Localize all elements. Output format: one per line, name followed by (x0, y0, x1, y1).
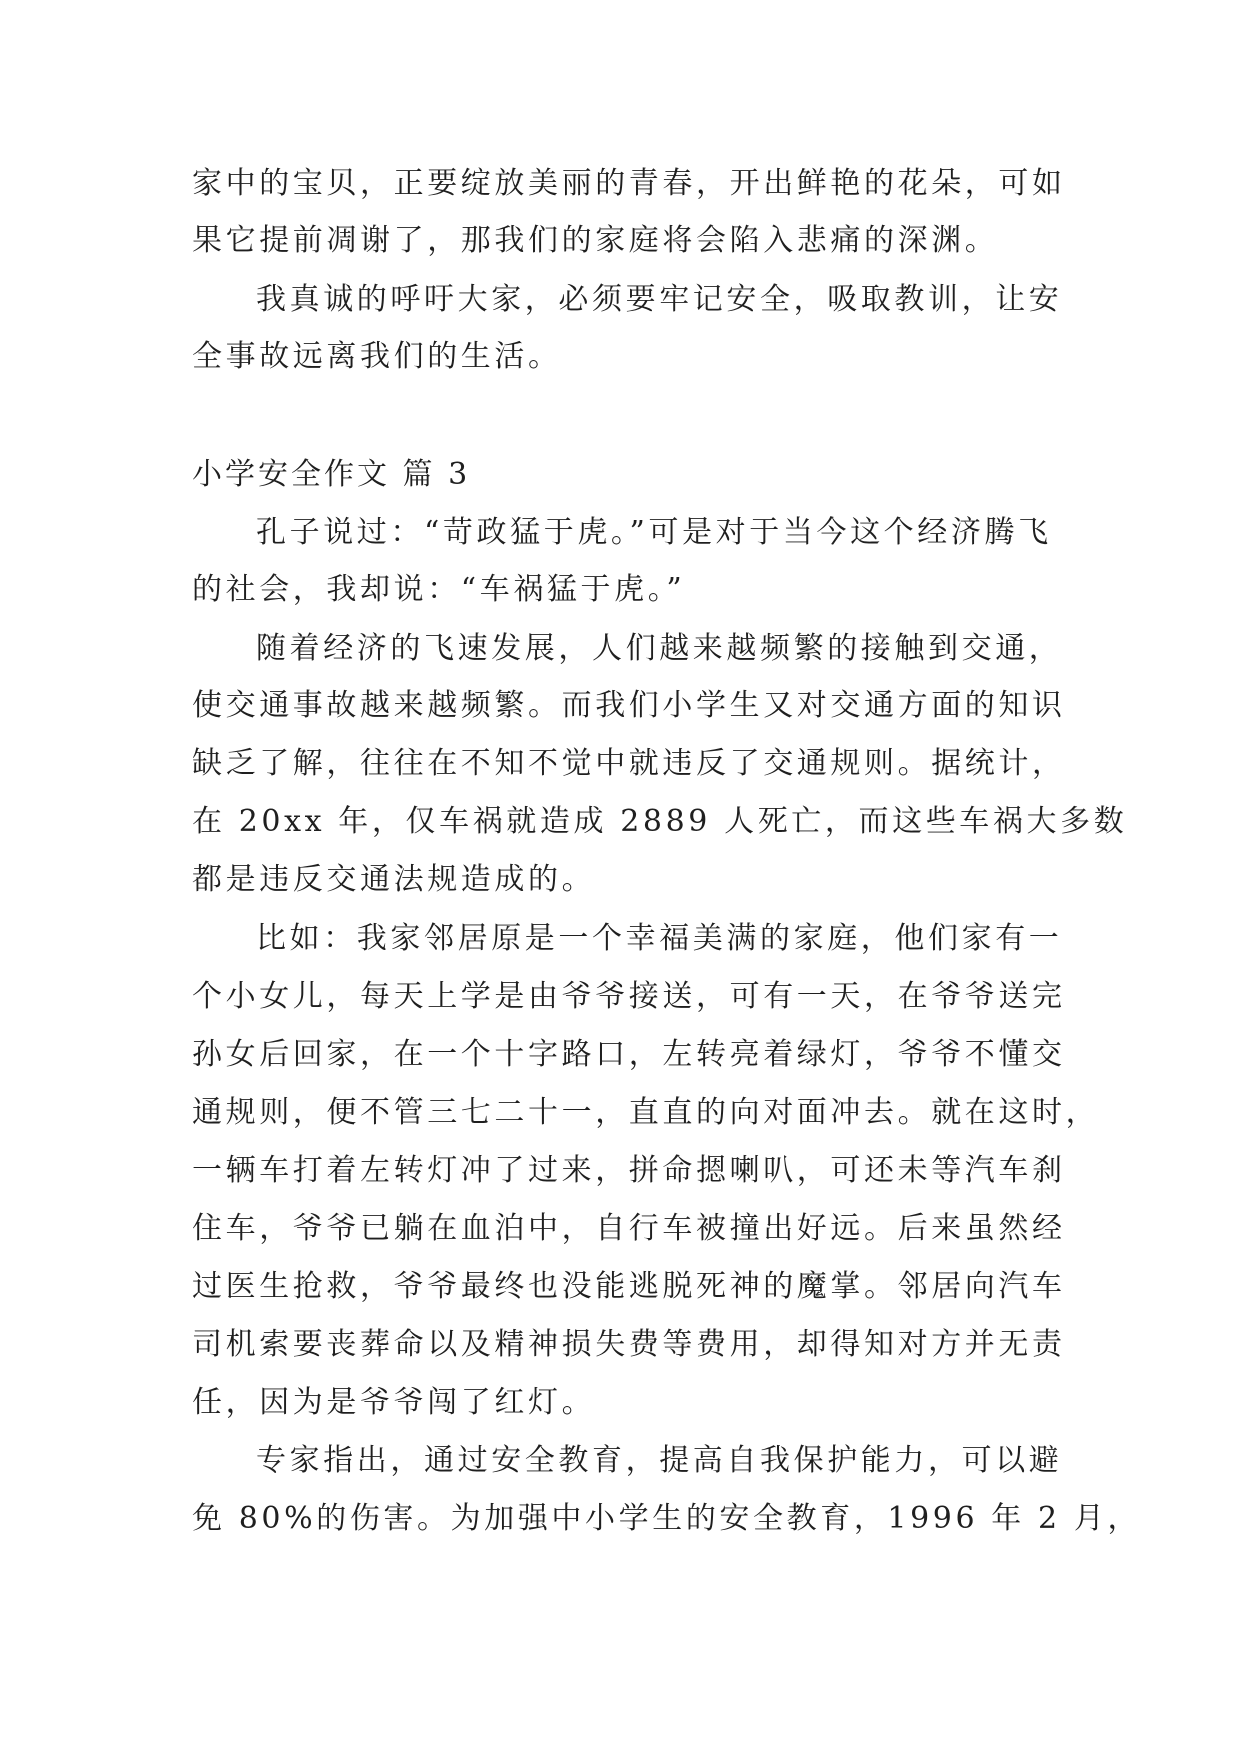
text-line: 专家指出，通过安全教育，提高自我保护能力，可以避 (256, 1443, 1063, 1478)
text-line: 免 80%的伤害。为加强中小学生的安全教育，1996 年 2 月， (192, 1501, 1142, 1536)
text-line: 司机索要丧葬命以及精神损失费等费用，却得知对方并无责 (192, 1327, 1066, 1362)
text-line: 缺乏了解，往往在不知不觉中就违反了交通规则。据统计， (192, 746, 1066, 781)
text-line: 孙女后回家，在一个十字路口，左转亮着绿灯，爷爷不懂交 (192, 1037, 1066, 1072)
text-line: 的社会，我却说：“车祸猛于虎。” (192, 572, 686, 607)
text-line: 比如：我家邻居原是一个幸福美满的家庭，他们家有一 (256, 921, 1063, 956)
text-line: 通规则，便不管三七二十一，直直的向对面冲去。就在这时， (192, 1095, 1100, 1130)
text-line: 家中的宝贝，正要绽放美丽的青春，开出鲜艳的花朵，可如 (192, 166, 1066, 201)
text-line: 随着经济的飞速发展，人们越来越频繁的接触到交通， (256, 631, 1063, 666)
text-line: 全事故远离我们的生活。 (192, 339, 562, 374)
text-line: 过医生抢救，爷爷最终也没能逃脱死神的魔掌。邻居向汽车 (192, 1269, 1066, 1304)
text-line: 任，因为是爷爷闯了红灯。 (192, 1385, 596, 1420)
text-line: 我真诚的呼吁大家，必须要牢记安全，吸取教训，让安 (256, 282, 1063, 317)
text-line: 果它提前凋谢了，那我们的家庭将会陷入悲痛的深渊。 (192, 223, 999, 258)
text-line: 在 20xx 年，仅车祸就造成 2889 人死亡，而这些车祸大多数 (192, 804, 1128, 839)
text-line: 都是违反交通法规造成的。 (192, 862, 596, 897)
text-line: 住车，爷爷已躺在血泊中，自行车被撞出好远。后来虽然经 (192, 1211, 1066, 1246)
text-line: 个小女儿，每天上学是由爷爷接送，可有一天，在爷爷送完 (192, 979, 1066, 1014)
text-line: 一辆车打着左转灯冲了过来，拼命摁喇叭，可还未等汽车刹 (192, 1153, 1066, 1188)
section-heading: 小学安全作文 篇 3 (192, 457, 471, 492)
text-line: 孔子说过：“苛政猛于虎。”可是对于当今这个经济腾飞 (256, 515, 1052, 550)
text-line: 使交通事故越来越频繁。而我们小学生又对交通方面的知识 (192, 688, 1066, 723)
